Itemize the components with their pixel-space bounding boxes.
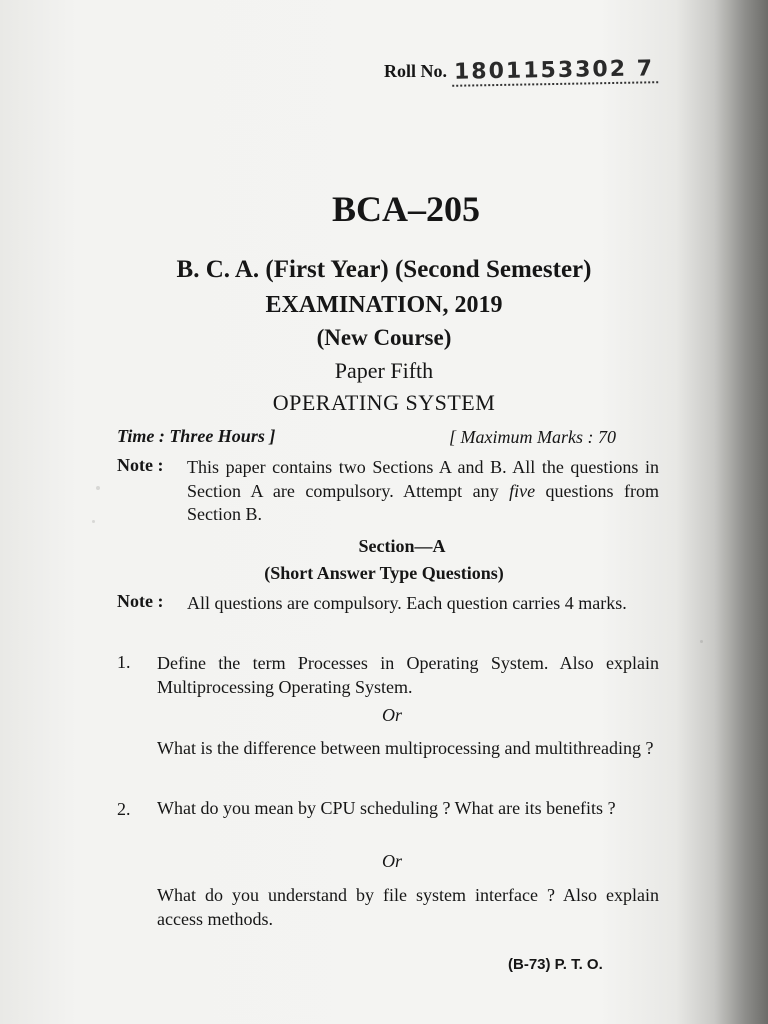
question-text: What do you mean by CPU scheduling ? What are its benefits ? <box>157 798 616 818</box>
question-number: 1. <box>117 652 131 672</box>
course-line: (New Course) <box>316 325 452 350</box>
roll-number-label: Roll No. <box>384 61 447 81</box>
class-line: B. C. A. (First Year) (Second Semester) <box>176 256 592 283</box>
section-title: Section—A <box>358 536 446 556</box>
general-instructions <box>187 456 659 527</box>
page-footer: (B-73) P. T. O. <box>508 956 603 973</box>
scan-speck <box>700 640 703 643</box>
paper-code: BCA–205 <box>331 189 480 229</box>
or-separator: Or <box>381 705 402 725</box>
section-instructions: All questions are compulsory. Each question carries 4 marks. <box>187 593 627 613</box>
note-text-emphasis: five <box>509 480 536 501</box>
note-label: Note : <box>117 455 164 475</box>
paper-line: Paper Fifth <box>334 358 434 383</box>
scan-speck <box>92 520 95 523</box>
note-text-part: This paper contains two Sections A and B. All the questions in Section A are compulsory. Attempt any <box>187 457 659 501</box>
section-subtitle: (Short Answer Type Questions) <box>264 563 504 583</box>
maximum-marks: [ Maximum Marks : 70 <box>449 427 616 447</box>
roll-number-row <box>384 58 658 85</box>
note-label: Note : <box>117 591 164 611</box>
or-separator: Or <box>381 851 402 871</box>
question-alternative: What do you understand by file system interface ? Also explain access methods. <box>157 885 659 929</box>
subject-line: OPERATING SYSTEM <box>272 390 496 415</box>
time-allowed: Time : Three Hours ] <box>117 426 276 446</box>
question-text: Define the term Processes in Operating System. Also explain Multiprocessing Operating System. <box>157 653 659 697</box>
roll-number-handwritten: 1801153302 7 <box>451 56 657 87</box>
note-text-part: questions from Section B. <box>187 480 659 524</box>
scan-speck <box>96 486 100 490</box>
question-alternative: What is the difference between multiprocessing and multithreading ? <box>157 738 654 758</box>
exam-line: EXAMINATION, 2019 <box>265 292 503 318</box>
question-number: 2. <box>117 799 131 819</box>
